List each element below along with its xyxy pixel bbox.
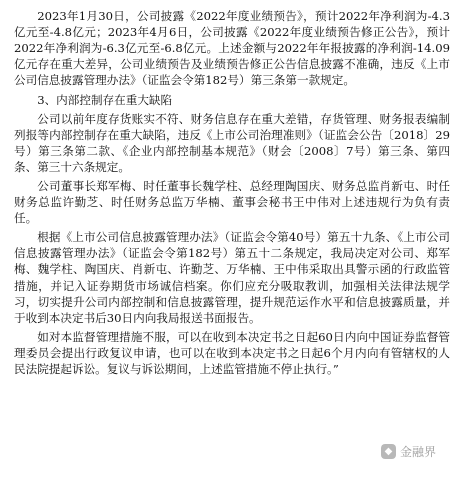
section-heading-internal-control: 3、内部控制存在重大缺陷: [37, 93, 173, 108]
paragraph-appeal: 如对本监督管理措施不服，可以在收到本决定书之日起60日内向中国证券监督管理委员会提出行政复议申请，也可以在收到本决定书之日起6个月内向有管辖权的人民法院提起诉讼。复议与诉讼期间，上述监管措施不停止执行。”: [14, 329, 450, 376]
watermark-text: 金融界: [399, 444, 436, 459]
paragraph-forecast: 2023年1月30日，公司披露《2022年度业绩预告》，预计2022年净利润为-4.3亿元至-4.8亿元；2023年4月6日，公司披露《2022年度业绩预告修正公告》，预计2022年净利润为-6.3亿元至-6.8亿元。上述金额与2022年年报披露的净利润-14.09亿元存在重大差异，公司业绩预告及业绩预告修正公告信息披露不准确，违反《上市公司信息披露管理办法》（证监会令第182号）第三条第一款规定。: [14, 9, 450, 88]
watermark: [377, 444, 440, 460]
paragraph-decision: 根据《上市公司信息披露管理办法》（证监会令第40号）第五十九条、《上市公司信息披露管理办法》（证监会令第182号）第五十二条规定，我局决定对公司、郑军梅、魏学柱、陶国庆、肖新屯、许勤芝、万华楠、王中伟采取出具警示函的行政监管措施，并记入证券期货市场诚信档案。你们应充分吸取教训，加强相关法律法规学习，切实提升公司内部控制和信息披露管理，提升规范运作水平和信息披露质量，并于收到本决定书后30日内向我局报送书面报告。: [14, 230, 450, 325]
paragraph-control-defects: 公司以前年度存货账实不符、财务信息存在重大差错，存货管理、财务报表编制列报等内部控制存在重大缺陷，违反《上市公司治理准则》（证监会公告〔2018〕29号）第三条第二款、《企业内部控制基本规范》（财会〔2008〕7号）第三条、第四条、第三十六条规定。: [14, 111, 450, 174]
app-logo-icon: ◆: [381, 444, 396, 459]
paragraph-responsible-persons: 公司董事长郑军梅、时任董事长魏学柱、总经理陶国庆、财务总监肖新屯、时任财务总监许勤芝、时任财务总监万华楠、董事会秘书王中伟对上述违规行为负有责任。: [14, 178, 450, 226]
